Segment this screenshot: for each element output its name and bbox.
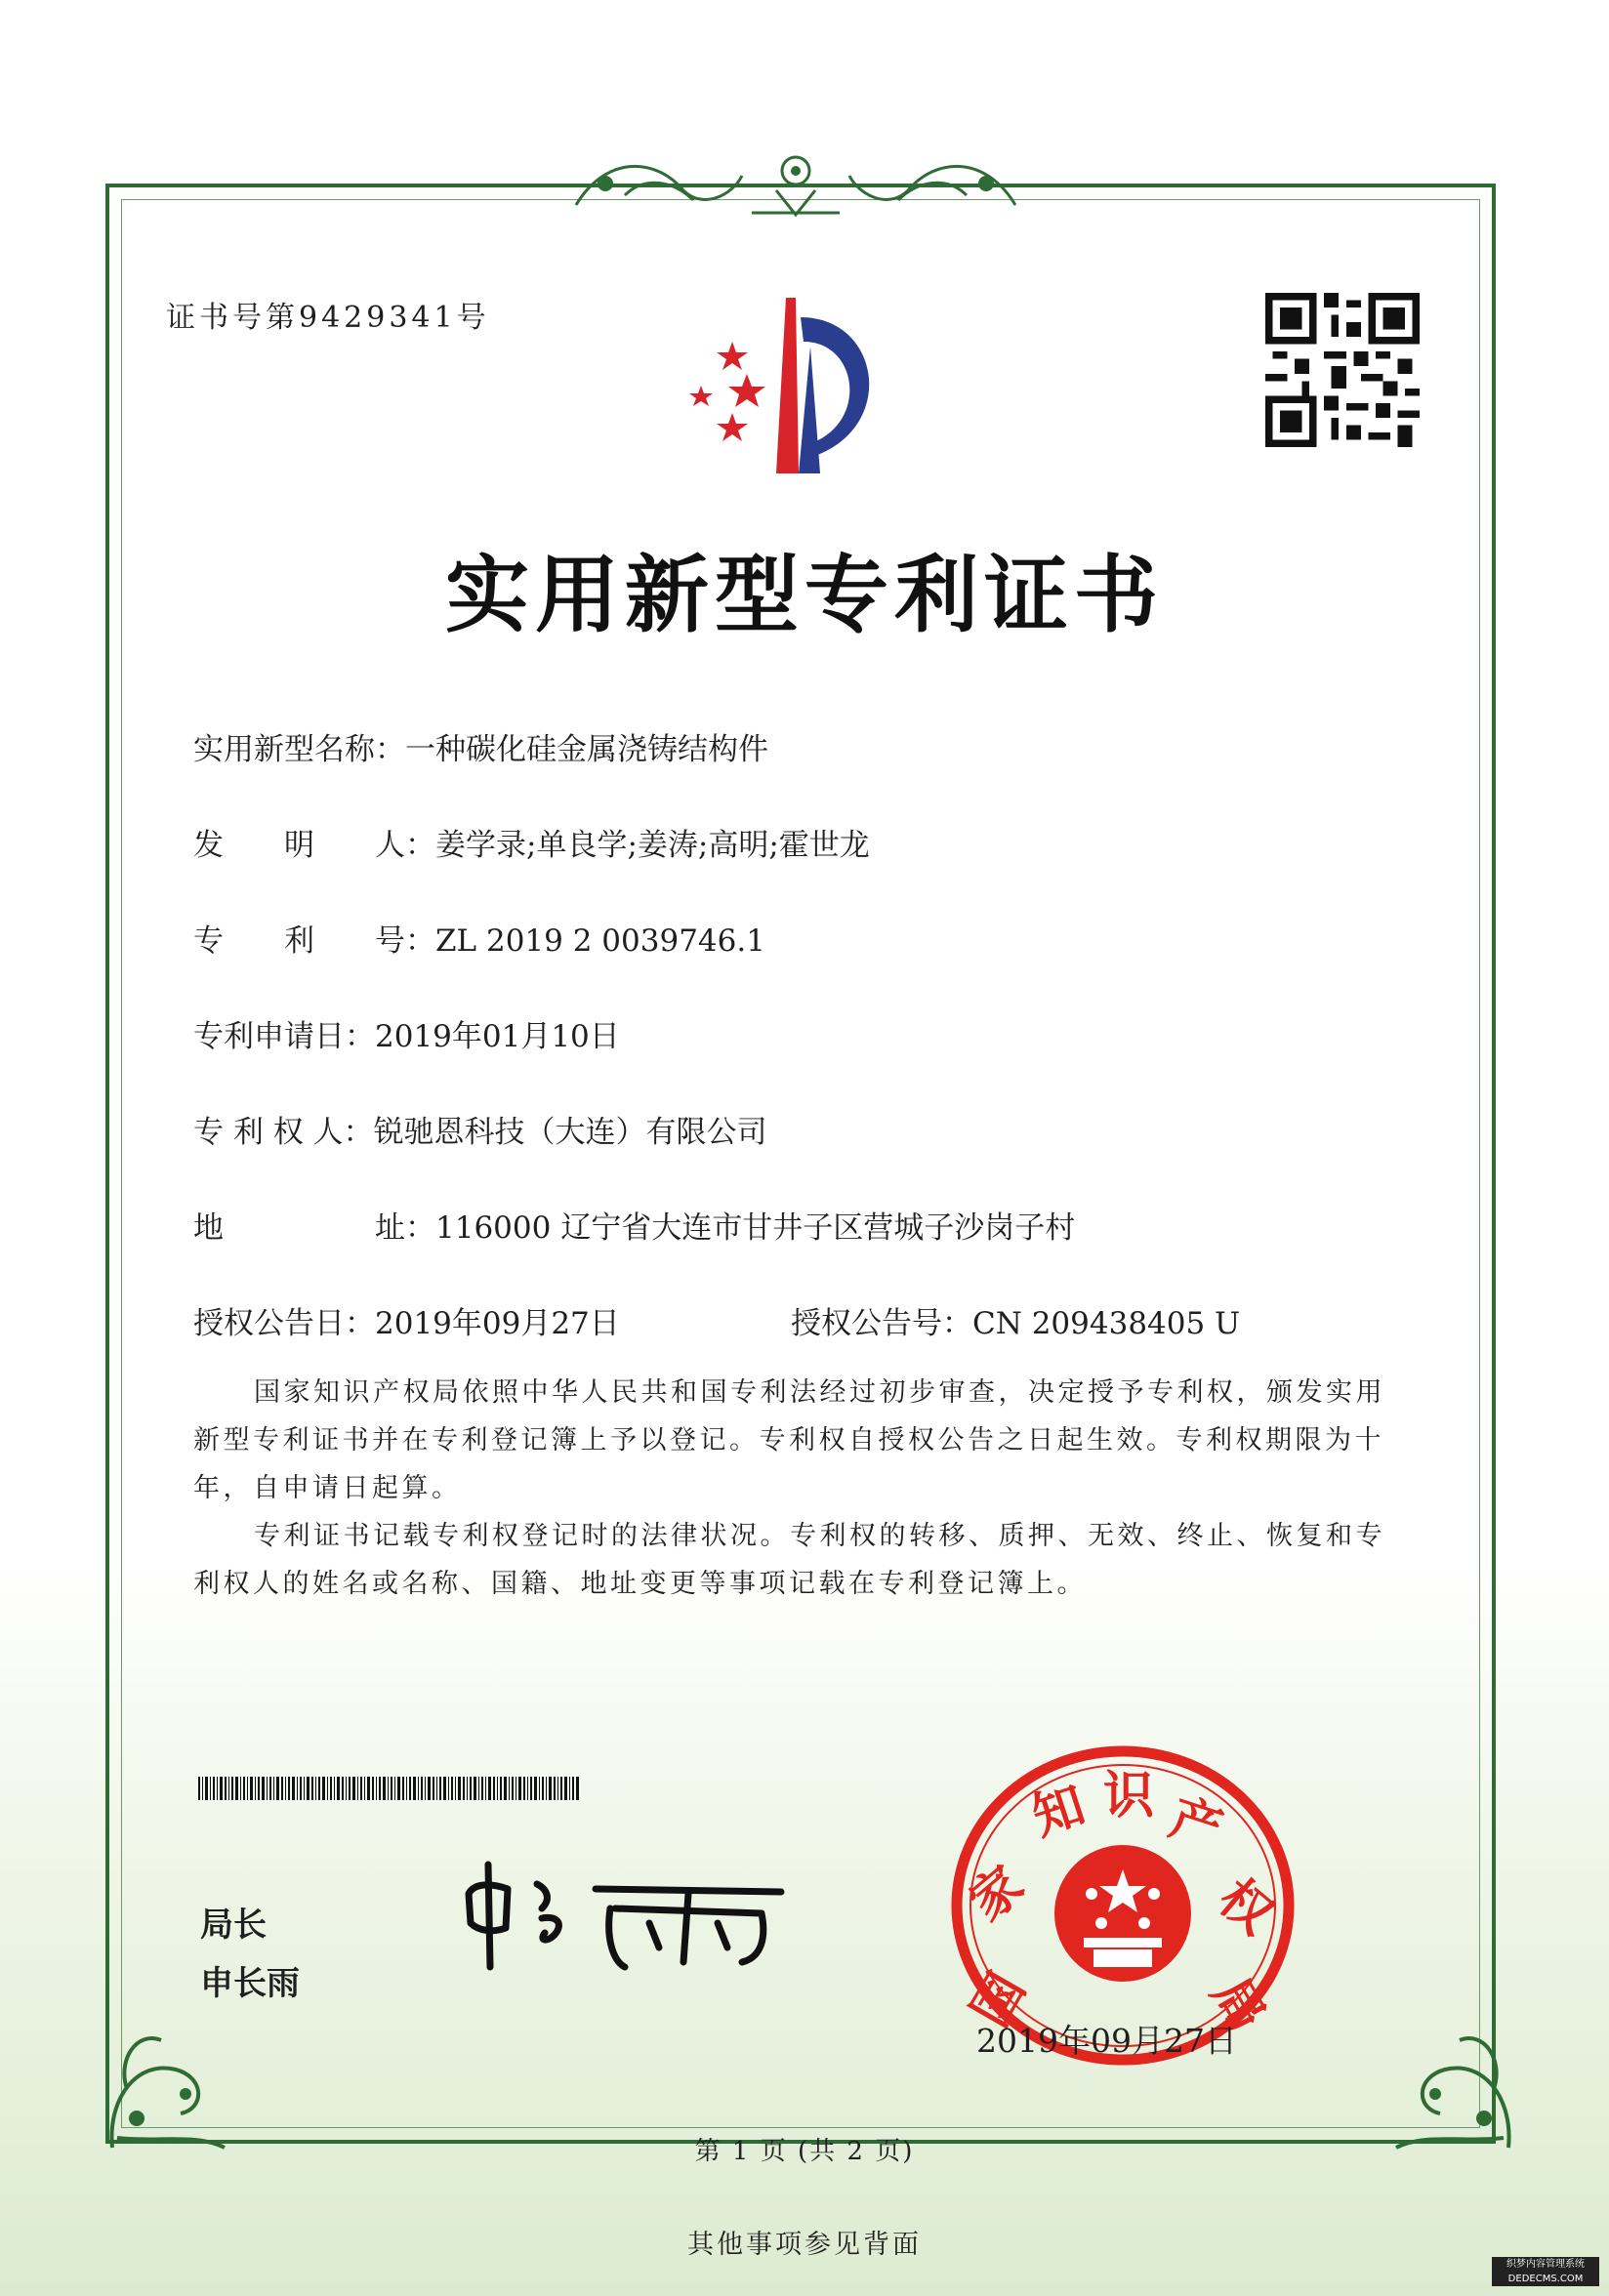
- svg-text:权: 权: [1207, 1867, 1285, 1947]
- signatory-title: 局长: [200, 1906, 267, 1945]
- footer-note: 其他事项参见背面: [687, 2230, 922, 2260]
- handwritten-signature-icon: [449, 1855, 801, 1972]
- svg-text:识: 识: [1103, 1767, 1155, 1825]
- certificate-title: 实用新型专利证书: [445, 546, 1164, 644]
- field-value: ZL 2019 2 0039746.1: [435, 923, 765, 959]
- field-label: 地 址：: [193, 1210, 435, 1246]
- seal-date: 2019年09月27日: [976, 2022, 1237, 2060]
- svg-text:产: 产: [1162, 1788, 1229, 1861]
- field-value: 姜学录;单良学;姜涛;高明;霍世龙: [435, 828, 870, 863]
- corner-ornament-bottom-right-icon: [1377, 1962, 1523, 2157]
- top-ornament-icon: [566, 137, 1025, 225]
- watermark: [1492, 2257, 1599, 2286]
- field-label: 发 明 人：: [193, 828, 435, 863]
- field-label: 专 利 权 人：: [193, 1115, 374, 1150]
- field-patentee: [193, 1107, 767, 1151]
- pagination: 第 1 页 (共 2 页): [694, 2137, 915, 2166]
- field-address: [193, 1203, 1075, 1247]
- field-label: 授权公告号：: [791, 1306, 972, 1341]
- svg-text:国: 国: [961, 1963, 1038, 2037]
- field-label: 专利申请日：: [193, 1019, 375, 1054]
- field-value: 116000 辽宁省大连市甘井子区营城子沙岗子村: [435, 1210, 1076, 1246]
- svg-text:家: 家: [958, 1855, 1036, 1933]
- field-label: 专 利 号：: [193, 923, 435, 959]
- field-value: CN 209438405 U: [972, 1306, 1241, 1341]
- watermark-line-1: 织梦内容管理系统: [1506, 2259, 1585, 2270]
- field-value: 2019年09月27日: [375, 1306, 620, 1341]
- svg-text:知: 知: [1025, 1776, 1093, 1848]
- body-paragraph-1: 国家知识产权局依照中华人民共和国专利法经过初步审查，决定授予专利权，颁发实用新型专利证书并在专利登记簿上予以登记。专利权自授权公告之日起生效。专利权期限为十年，自申请日起算。: [193, 1377, 1385, 1503]
- field-model-name: [193, 724, 768, 768]
- certificate-number: 证书号第9429341号: [166, 301, 490, 335]
- field-value: 锐驰恩科技（大连）有限公司: [373, 1115, 767, 1150]
- body-paragraph-2: 专利证书记载专利权登记时的法律状况。专利权的转移、质押、无效、终止、恢复和专利权人的姓名或名称、国籍、地址变更等事项记载在专利登记簿上。: [193, 1521, 1385, 1599]
- field-label: 授权公告日：: [193, 1306, 375, 1341]
- field-application-date: [193, 1011, 620, 1055]
- field-grant-no: [791, 1298, 1240, 1342]
- qr-code-icon: [1264, 293, 1421, 447]
- svg-text:局: 局: [1199, 1968, 1276, 2042]
- field-value: 2019年01月10日: [375, 1019, 620, 1054]
- field-label: 实用新型名称：: [193, 732, 405, 767]
- patent-office-logo-icon: [674, 288, 918, 483]
- watermark-line-2: DEDECMS.COM: [1507, 2274, 1584, 2284]
- barcode-icon: [198, 1777, 579, 1800]
- field-value: 一种碳化硅金属浇铸结构件: [405, 732, 768, 767]
- field-grant-date: [193, 1298, 620, 1342]
- field-patent-no: [193, 916, 765, 960]
- field-inventors: [193, 820, 870, 864]
- signatory-name: 申长雨: [200, 1964, 300, 2003]
